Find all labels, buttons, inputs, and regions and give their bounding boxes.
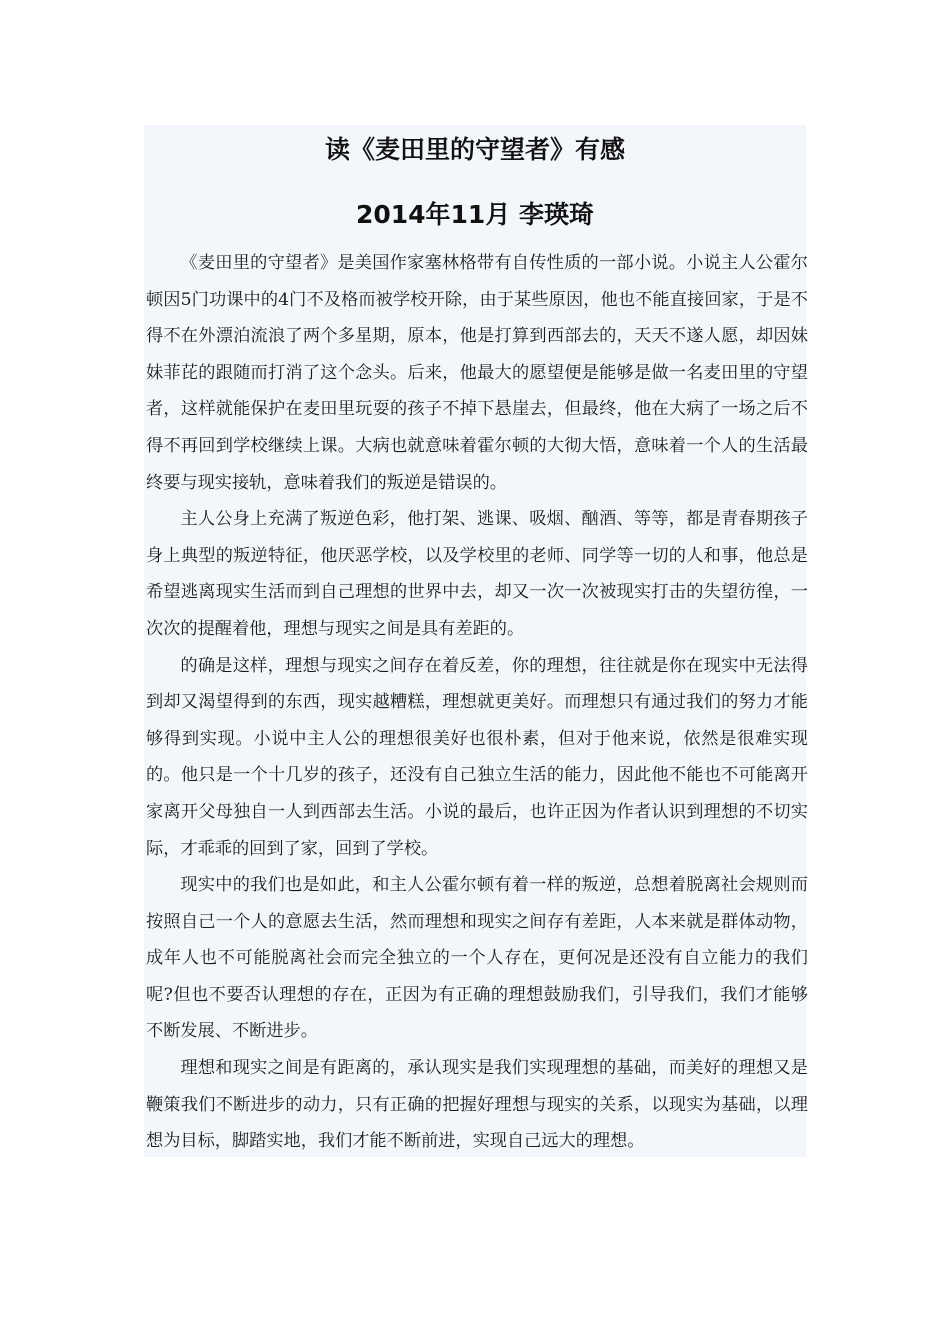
document-byline: 2014年11月 李瑛琦 [355, 200, 595, 229]
body-paragraph-5: 理想和现实之间是有距离的，承认现实是我们实现理想的基础，而美好的理想又是鞭策我们不断进步的动力，只有正确的把握好理想与现实的关系，以现实为基础，以理想为目标，脚踏实地，我们才能不断前进，实现自己远大的理想。 [146, 1058, 808, 1152]
body-paragraph-2: 主人公身上充满了叛逆色彩，他打架、逃课、吸烟、酗酒、等等，都是青春期孩子身上典型的叛逆特征，他厌恶学校，以及学校里的老师、同学等一切的人和事，他总是希望逃离现实生活而到自己理想的世界中去，却又一次一次被现实打击的失望彷徨，一次次的提醒着他，理想与现实之间是具有差距的。 [146, 509, 808, 639]
body-paragraph-4: 现实中的我们也是如此，和主人公霍尔顿有着一样的叛逆，总想着脱离社会规则而按照自己一个人的意愿去生活，然而理想和现实之间存有差距，人本来就是群体动物，成年人也不可能脱离社会而完全独立的一个人存在，更何况是还没有自立能力的我们呢?但也不要否认理想的存在，正因为有正确的理想鼓励我们，引导我们，我们才能够不断发展、不断进步。 [146, 875, 808, 1042]
body-paragraph-3: 的确是这样，理想与现实之间存在着反差，你的理想，往往就是你在现实中无法得到却又渴望得到的东西，现实越糟糕，理想就更美好。而理想只有通过我们的努力才能够得到实现。小说中主人公的理想很美好也很朴素，但对于他来说，依然是很难实现的。他只是一个十几岁的孩子，还没有自己独立生活的能力，因此他不能也不可能离开家离开父母独自一人到西部去生活。小说的最后，也许正因为作者认识到理想的不切实际，才乖乖的回到了家，回到了学校。 [146, 655, 808, 859]
body-paragraph-1: 《麦田里的守望者》是美国作家塞林格带有自传性质的一部小说。小说主人公霍尔顿因5门功课中的4门不及格而被学校开除，由于某些原因，他也不能直接回家，于是不得不在外漂泊流浪了两个多星期，原本，他是打算到西部去的，天天不遂人愿，却因妹妹菲芘的跟随而打消了这个念头。后来，他最大的愿望便是能够是做一名麦田里的守望者，这样就能保护在麦田里玩耍的孩子不掉下悬崖去，但最终，他在大病了一场之后不得不再回到学校继续上课。大病也就意味着霍尔顿的大彻大悟，意味着一个人的生活最终要与现实接轨，意味着我们的叛逆是错误的。 [146, 253, 808, 493]
document-title: 读《麦田里的守望者》有感 [324, 135, 625, 164]
document-body [146, 245, 808, 1160]
